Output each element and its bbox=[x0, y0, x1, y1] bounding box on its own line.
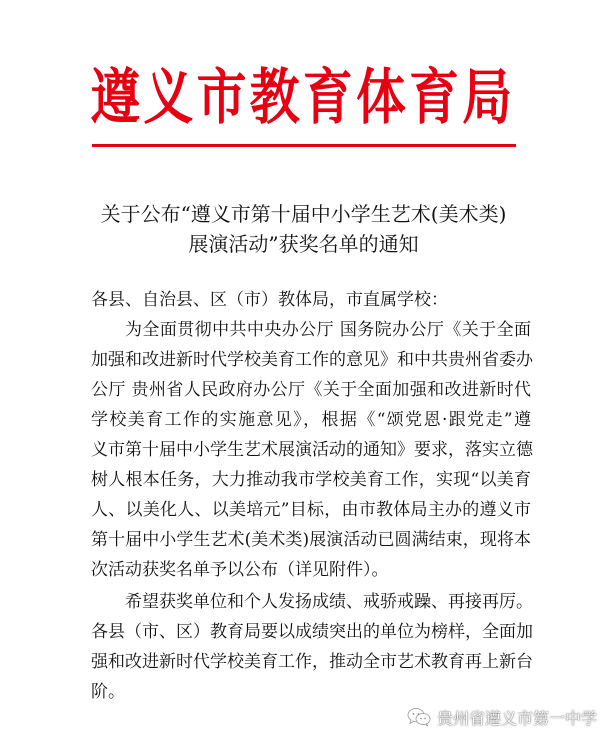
paragraph-1-line: 第十届中小学生艺术(美术类)展演活动已圆满结束，现将本 bbox=[91, 530, 531, 550]
paragraph-1-line: 树人根本任务，大力推动我市学校美育工作，实现“以美育 bbox=[91, 470, 531, 490]
paragraph-2-line: 阶。 bbox=[91, 682, 125, 702]
salutation: 各县、自治县、区（市）教体局，市直属学校： bbox=[91, 290, 448, 310]
notice-title-line-1: 关于公布“遵义市第十届中小学生艺术(美术类) bbox=[100, 202, 507, 226]
watermark bbox=[407, 703, 597, 731]
paragraph-1-line: 学校美育工作的实施意见》，根据《“颂党恩·跟党走”遵 bbox=[91, 410, 531, 430]
paragraph-1-line: 为全面贯彻中共中央办公厅 国务院办公厅《关于全面 bbox=[125, 320, 531, 340]
wechat-icon bbox=[407, 707, 431, 727]
paragraph-1-line: 次活动获奖名单予以公布（详见附件）。 bbox=[91, 560, 389, 580]
paragraph-2-line: 希望获奖单位和个人发扬成绩、戒骄戒躁、再接再厉。 bbox=[125, 592, 533, 612]
paragraph-2-line: 强和改进新时代学校美育工作，推动全市艺术教育再上新台 bbox=[91, 652, 533, 672]
paragraph-1-line: 加强和改进新时代学校美育工作的意见》和中共贵州省委办 bbox=[91, 350, 533, 370]
paragraph-1-line: 公厅 贵州省人民政府办公厅《关于全面加强和改进新时代 bbox=[91, 380, 531, 400]
header-rule bbox=[92, 144, 516, 147]
watermark-text: 贵州省遵义市第一中学 bbox=[436, 708, 597, 728]
org-header-title: 遵义市教育体育局 bbox=[90, 63, 516, 133]
paragraph-1-line: 义市第十届中小学生艺术展演活动的通知》要求，落实立德 bbox=[91, 440, 533, 460]
paragraph-2-line: 各县（市、区）教育局要以成绩突出的单位为榜样，全面加 bbox=[91, 622, 533, 642]
notice-title bbox=[0, 199, 607, 259]
notice-title-line-2: 展演活动”获奖名单的通知 bbox=[188, 232, 419, 256]
paragraph-1-line: 人、以美化人、以美培元”目标，由市教体局主办的遵义市 bbox=[91, 500, 531, 520]
